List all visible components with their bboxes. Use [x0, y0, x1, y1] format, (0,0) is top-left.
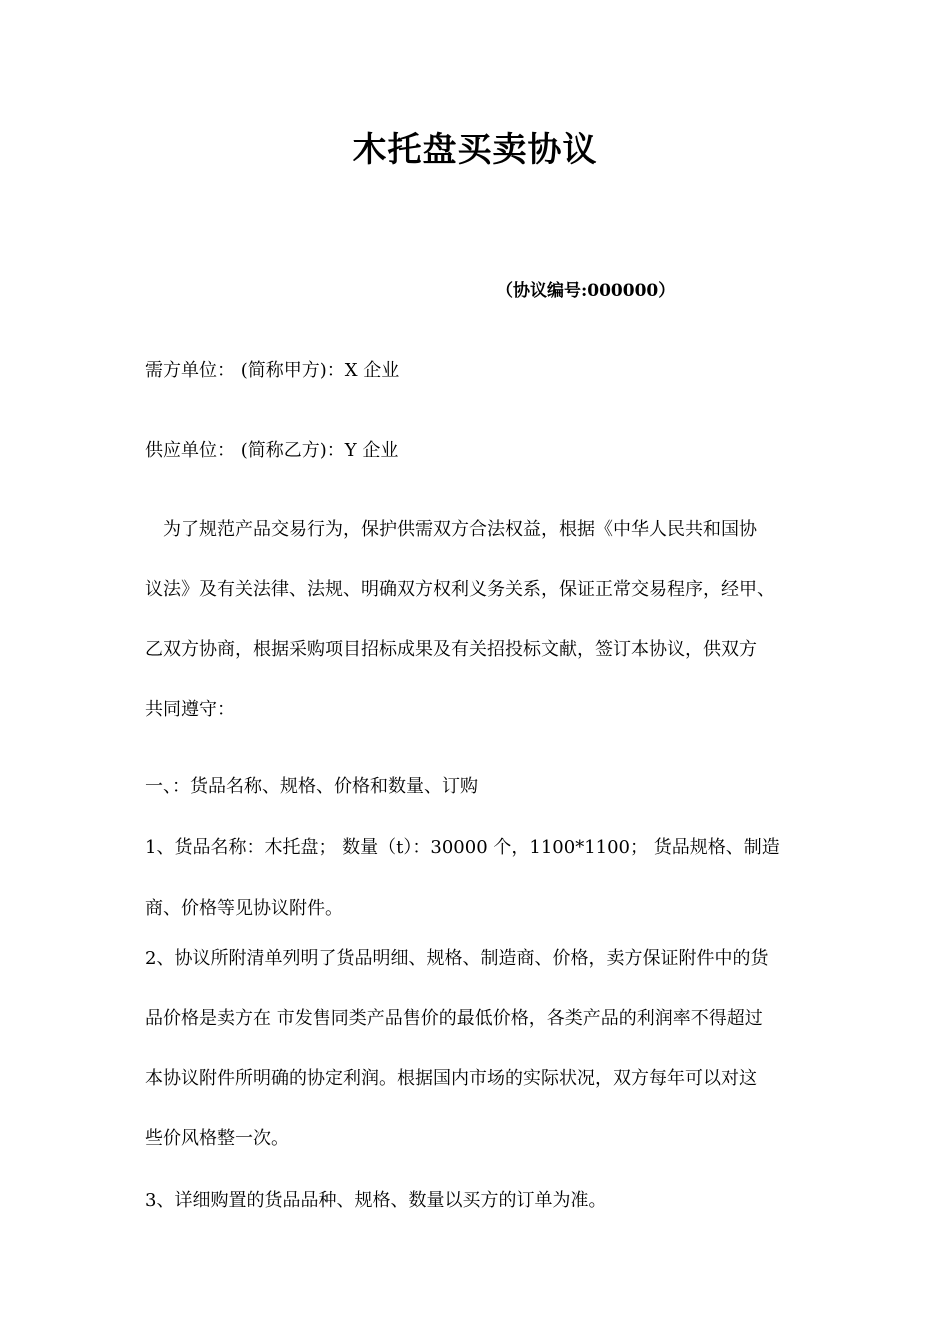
document-title: 木托盘买卖协议	[352, 130, 598, 170]
clause-1-line-1: 1、货品名称：木托盘； 数量（t）：30000 个，1100*1100； 货品规格、制造	[145, 837, 780, 858]
clause-2-line-1: 2、协议所附清单列明了货品明细、规格、制造商、价格，卖方保证附件中的货	[145, 948, 769, 969]
clause-2-line-2: 品价格是卖方在 市发售同类产品售价的最低价格，各类产品的利润率不得超过	[145, 1008, 763, 1029]
clause-1-line-2: 商、价格等见协议附件。	[145, 898, 343, 919]
supplier-line: 供应单位： (简称乙方)：Y 企业	[145, 440, 399, 461]
preamble-line-3: 乙双方协商，根据采购项目招标成果及有关招投标文献，签订本协议，供双方	[145, 639, 757, 660]
preamble-line-2: 议法》及有关法律、法规、明确双方权利义务关系，保证正常交易程序，经甲、	[145, 579, 775, 600]
section-1-heading: 一、：货品名称、规格、价格和数量、订购	[145, 776, 478, 797]
buyer-line: 需方单位： (简称甲方)：X 企业	[145, 360, 400, 381]
agreement-number: （协议编号:000000）	[496, 281, 676, 301]
clause-2-line-3: 本协议附件所明确的协定利润。根据国内市场的实际状况，双方每年可以对这	[145, 1068, 757, 1089]
clause-3-line-1: 3、详细购置的货品品种、规格、数量以买方的订单为准。	[145, 1190, 607, 1211]
clause-2-line-4: 些价风格整一次。	[145, 1128, 289, 1149]
preamble-line-4: 共同遵守：	[145, 699, 235, 720]
preamble-line-1: 为了规范产品交易行为，保护供需双方合法权益，根据《中华人民共和国协	[163, 519, 757, 540]
